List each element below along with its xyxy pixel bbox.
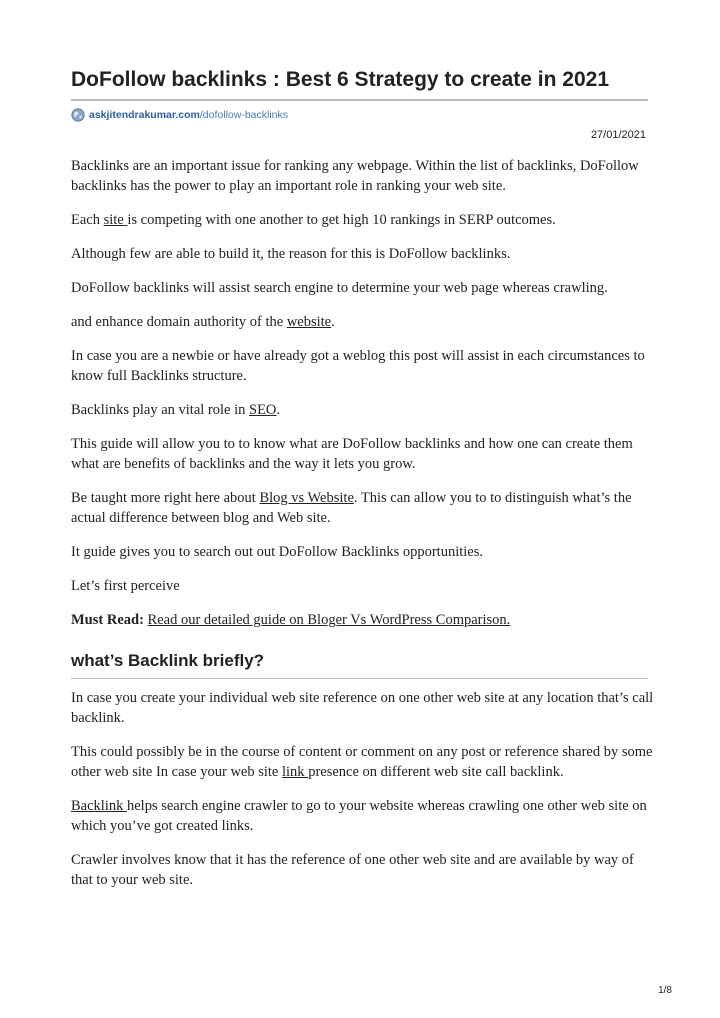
paragraph: Backlinks are an important issue for ranking any webpage. Within the list of backlinks, DoFollow backlinks has the power to play an important role in ranking your web site.: [71, 158, 639, 194]
text: .: [331, 314, 335, 330]
paragraph: [71, 796, 656, 836]
page-number: 1/8: [658, 985, 672, 996]
paragraph: [71, 312, 656, 332]
source-domain[interactable]: askjitendrakumar.com: [89, 109, 200, 121]
paragraph: It guide gives you to search out out DoFollow Backlinks opportunities.: [71, 544, 483, 560]
page-title: DoFollow backlinks : Best 6 Strategy to create in 2021: [71, 68, 610, 91]
text: is competing with one another to get high 10 rankings in SERP outcomes.: [127, 212, 556, 228]
globe-icon: [71, 108, 85, 122]
text: . This can allow you to to distinguish what’s the actual difference between blog and Web site.: [71, 490, 632, 526]
text: and enhance domain authority of the: [71, 314, 287, 330]
paragraph: Crawler involves know that it has the reference of one other web site and are available by way of that to your web site.: [71, 852, 634, 888]
must-read: [71, 610, 656, 630]
site-link[interactable]: site: [103, 212, 128, 228]
blog-vs-website-link[interactable]: Blog vs Website: [259, 490, 354, 506]
paragraph: [71, 488, 656, 528]
source-path[interactable]: /dofollow-backlinks: [199, 109, 289, 121]
article-body: [71, 156, 656, 904]
paragraph: DoFollow backlinks will assist search engine to determine your web page whereas crawling.: [71, 280, 608, 296]
paragraph: Let’s first perceive: [71, 578, 180, 594]
backlink-link[interactable]: Backlink: [71, 798, 127, 814]
seo-link[interactable]: SEO: [249, 402, 277, 418]
publish-date: 27/01/2021: [590, 129, 646, 141]
paragraph: [71, 742, 656, 782]
title-divider: [71, 99, 648, 101]
comparison-guide-link[interactable]: Read our detailed guide on Bloger Vs WordPress Comparison.: [147, 612, 511, 628]
text: Each: [71, 212, 104, 228]
source-url[interactable]: [71, 106, 288, 124]
paragraph: In case you create your individual web site reference on one other web site at any location that’s call backlink.: [71, 690, 654, 726]
must-read-label: Must Read:: [71, 612, 144, 628]
paragraph: Although few are able to build it, the reason for this is DoFollow backlinks.: [71, 246, 511, 262]
text: Be taught more right here about: [71, 490, 260, 506]
paragraph: [71, 210, 656, 230]
text: This could possibly be in the course of content or comment on any post or reference shared by some other web site In case your web site: [71, 744, 653, 780]
section-divider: [71, 678, 648, 679]
text: presence on different web site call backlink.: [308, 764, 564, 780]
website-link[interactable]: website: [286, 314, 332, 330]
text: Backlinks play an vital role in: [71, 402, 249, 418]
paragraph: This guide will allow you to to know what are DoFollow backlinks and how one can create them what are benefits of backlinks and the way it lets you grow.: [71, 436, 633, 472]
section-heading: what’s Backlink briefly?: [71, 651, 265, 670]
paragraph: [71, 400, 656, 420]
text: helps search engine crawler to go to your website whereas crawling one other web site on which you’ve got created links.: [71, 798, 647, 834]
text: .: [276, 402, 281, 418]
paragraph: In case you are a newbie or have already got a weblog this post will assist in each circumstances to know full Backlinks structure.: [71, 348, 645, 384]
link-link[interactable]: link: [282, 764, 309, 780]
